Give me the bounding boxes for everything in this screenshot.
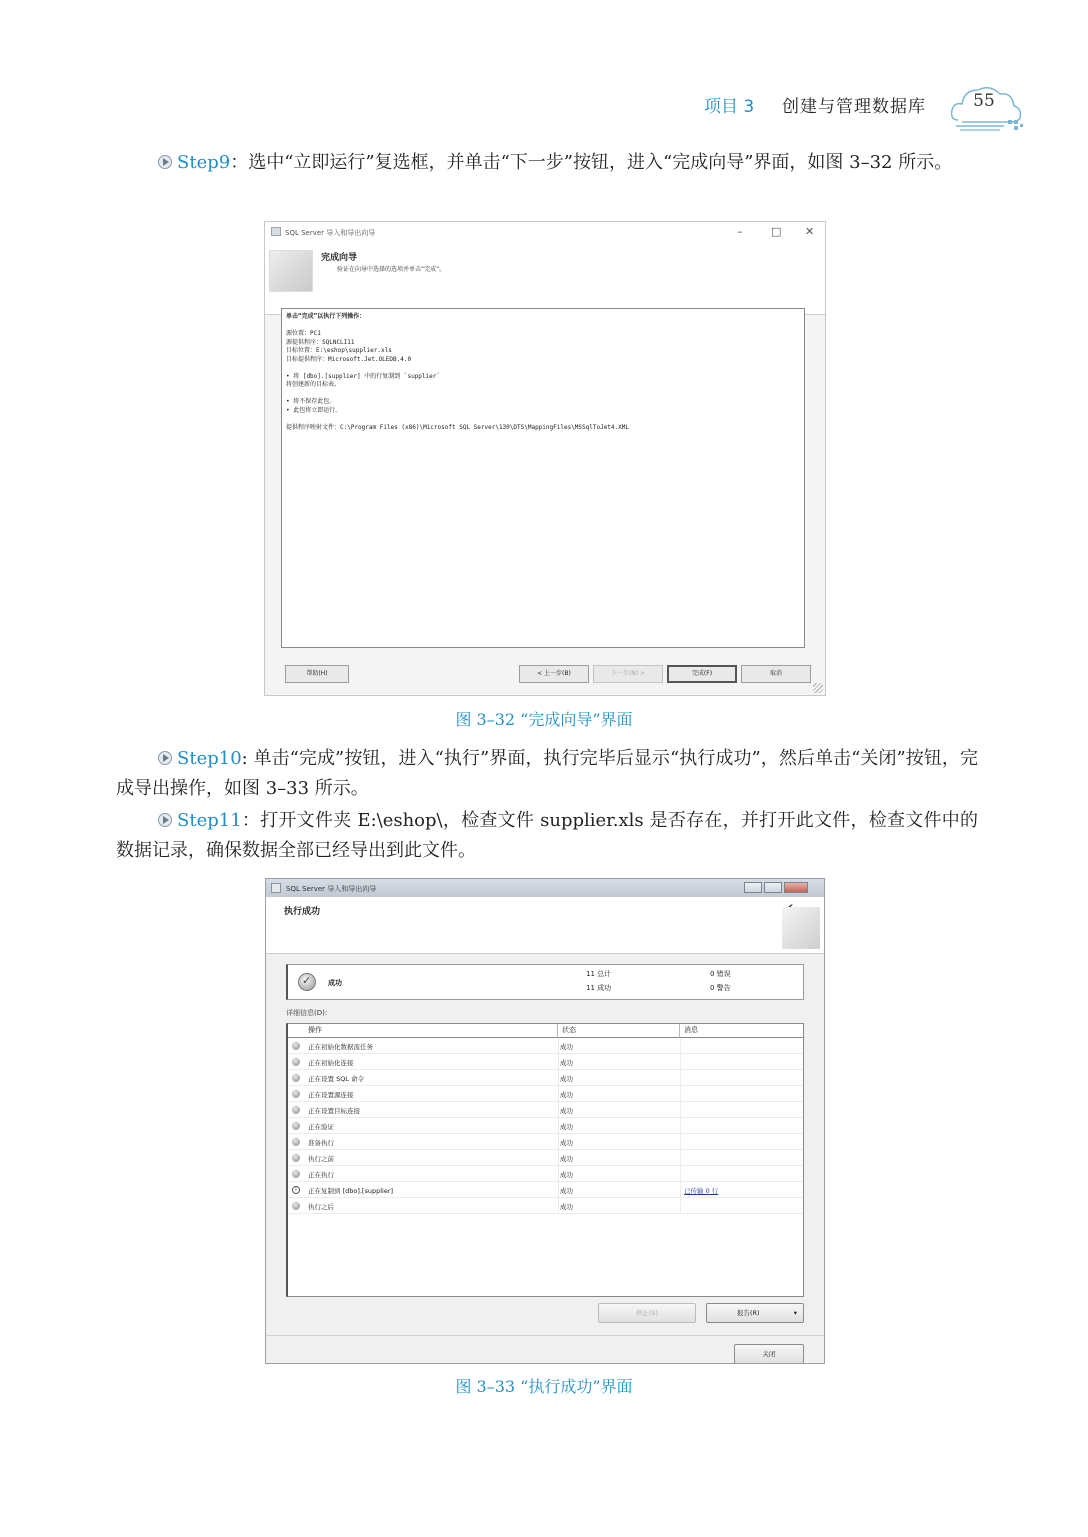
row-status: 成功 [560,1155,573,1163]
summary-line [286,322,800,331]
window-titlebar [265,222,825,242]
table-row[interactable] [288,1166,804,1182]
resize-grip-icon[interactable] [813,683,823,693]
summary-line: 目标位置：E:\eshop\supplier.xls [286,347,392,354]
window-title: SQL Server 导入和导出向导 [286,885,377,893]
summary-line: • 将不保存此包。 [286,398,336,405]
wizard-footer [265,656,825,696]
maximize-icon[interactable] [764,882,782,893]
step10-text: : 单击“完成”按钮，进入“执行”界面，执行完毕后显示“执行成功”，然后单击“关闭”按钮，完成导出操作，如图 3–33 所示。 [116,748,978,799]
table-row[interactable] [288,1118,804,1134]
row-action: 正在复制到 [dbo].[supplier] [308,1187,394,1195]
success-icon [292,1154,300,1162]
row-action: 正在初始化数据流任务 [308,1043,373,1051]
step11-label: Step11 [177,810,242,831]
finish-button[interactable]: 完成(F) [667,665,737,683]
project-label: 项目 3 [704,97,755,117]
maximize-icon[interactable]: □ [771,225,782,238]
column-divider [680,1102,681,1118]
wizard-heading: 完成向导 [321,253,358,263]
wizard-banner [266,897,824,954]
summary-line: 提供程序映射文件：C:\Program Files (x86)\Microsoft SQL Server\130\DTS\MappingFiles\MSSqlToJet4.XML [286,423,629,431]
row-action: 准备执行 [308,1139,334,1147]
window-titlebar [266,879,824,897]
row-status: 成功 [560,1123,573,1131]
report-button[interactable] [706,1303,804,1323]
step9-paragraph [116,148,978,178]
table-row[interactable] [288,1070,804,1086]
summary-line [286,415,800,424]
table-row[interactable] [288,1150,804,1166]
wizard-image [782,907,820,949]
finish-wizard-window [264,221,826,696]
table-row[interactable] [288,1198,804,1214]
column-divider [558,1038,559,1054]
success-icon [292,1074,300,1082]
summary-status: 成功 [328,979,342,987]
column-divider [680,1198,681,1214]
cancel-button[interactable]: 取消 [741,665,811,683]
close-icon[interactable] [784,882,808,893]
row-status: 成功 [560,1187,573,1195]
column-divider [680,1150,681,1166]
column-divider [558,1150,559,1166]
chevron-down-icon: ▾ [793,1309,797,1317]
wizard-heading: 执行成功 [284,907,321,917]
row-status: 成功 [560,1139,573,1147]
minimize-icon[interactable] [744,882,762,893]
column-divider [558,1086,559,1102]
column-divider [558,1054,559,1070]
row-status: 成功 [560,1043,573,1051]
wizard-banner [265,242,825,315]
app-icon [271,227,281,236]
column-divider [558,1182,559,1198]
column-divider [558,1118,559,1134]
step11-paragraph [116,806,978,866]
success-icon [292,1138,300,1146]
column-header-message[interactable]: 消息 [680,1024,804,1038]
page-number: 55 [973,91,995,111]
column-divider [558,1166,559,1182]
success-icon [292,1122,300,1130]
column-divider [558,1070,559,1086]
row-action: 正在设置源连接 [308,1091,354,1099]
row-action: 执行之前 [308,1155,334,1163]
step10-paragraph [116,744,978,804]
row-status: 成功 [560,1203,573,1211]
success-icon [292,1170,300,1178]
column-divider [558,1134,559,1150]
summary-line: • 将 [dbo].[supplier] 中的行复制到 `supplier` [286,372,440,380]
help-button[interactable]: 帮助(H) [285,665,349,683]
back-button[interactable]: < 上一步(B) [519,665,589,683]
info-icon: i [292,1186,300,1194]
summary-line [286,390,800,399]
details-table [286,1023,804,1297]
minimize-icon[interactable]: – [737,225,743,238]
details-label: 详细信息(D): [286,1009,328,1017]
column-divider [680,1070,681,1086]
table-row[interactable] [288,1134,804,1150]
table-row[interactable] [288,1038,804,1054]
stop-button[interactable]: 停止(S) [598,1303,696,1323]
table-row[interactable] [288,1182,804,1198]
row-action: 正在执行 [308,1171,334,1179]
column-divider [558,1198,559,1214]
column-divider [680,1182,681,1198]
window-title: SQL Server 导入和导出向导 [285,229,376,237]
wizard-image [269,250,313,292]
column-header-action[interactable]: 操作 [288,1024,558,1038]
row-action: 正在设置 SQL 命令 [308,1075,364,1083]
table-row[interactable] [288,1102,804,1118]
play-icon [158,813,172,827]
success-icon [292,1058,300,1066]
summary-line: 目标提供程序：Microsoft.Jet.OLEDB.4.0 [286,355,412,363]
figure1-caption: 图 3–32 “完成向导”界面 [455,710,633,729]
app-icon [271,883,281,893]
row-status: 成功 [560,1059,573,1067]
success-icon [292,1042,300,1050]
row-status: 成功 [560,1091,573,1099]
row-action: 正在初始化连接 [308,1059,354,1067]
summary-line: 源提供程序：SQLNCLI11 [286,338,355,346]
row-message[interactable]: 已传输 0 行 [684,1187,719,1195]
column-divider [680,1166,681,1182]
summary-line: 将创建新的目标表。 [286,381,341,388]
close-button[interactable]: 关闭 [734,1344,804,1364]
table-row[interactable] [288,1054,804,1070]
footer-divider [266,1335,824,1336]
row-action: 执行之后 [308,1203,334,1211]
row-status: 成功 [560,1107,573,1115]
chapter-title: 创建与管理数据库 [782,97,926,117]
summary-success: 11 成功 [586,984,612,992]
summary-errors: 0 错误 [710,970,731,978]
column-divider [558,1102,559,1118]
step9-text: ：选中“立即运行”复选框，并单击“下一步”按钮，进入“完成向导”界面，如图 3–32 所示。 [230,152,953,173]
next-button[interactable]: 下一步(N) > [593,665,663,683]
figure2-caption: 图 3–33 “执行成功”界面 [455,1377,633,1396]
summary-warnings: 0 警告 [710,984,731,992]
success-icon [292,1202,300,1210]
step11-text: ：打开文件夹 E:\eshop\，检查文件 supplier.xls 是否存在，并打开此文件，检查文件中的数据记录，确保数据全部已经导出到此文件。 [116,810,978,861]
step10-label: Step10 [177,748,242,769]
summary-line [286,364,800,373]
play-icon [158,155,172,169]
column-header-status[interactable]: 状态 [558,1024,680,1038]
execution-success-window [265,878,825,1364]
row-action: 正在设置目标连接 [308,1107,360,1115]
summary-line: 源位置：PC1 [286,330,321,337]
close-icon[interactable]: ✕ [805,225,815,238]
row-status: 成功 [560,1075,573,1083]
play-icon [158,751,172,765]
success-icon [298,973,316,991]
column-divider [680,1134,681,1150]
column-divider [680,1118,681,1134]
column-divider [680,1038,681,1054]
report-button-label: 报告(R) [737,1309,760,1317]
table-row[interactable] [288,1086,804,1102]
summary-textbox[interactable] [281,308,805,648]
row-action: 正在验证 [308,1123,334,1131]
summary-line: 单击“完成”以执行下列操作： [286,313,366,320]
wizard-subheading: 验证在向导中选择的选项并单击“完成”。 [337,266,446,273]
column-divider [680,1054,681,1070]
success-icon [292,1106,300,1114]
success-icon [292,1090,300,1098]
step9-label: Step9 [177,152,231,173]
summary-total: 11 总计 [586,970,612,978]
execution-summary [286,964,804,1000]
summary-line: • 此包将立即运行。 [286,406,342,414]
row-status: 成功 [560,1171,573,1179]
column-divider [680,1086,681,1102]
